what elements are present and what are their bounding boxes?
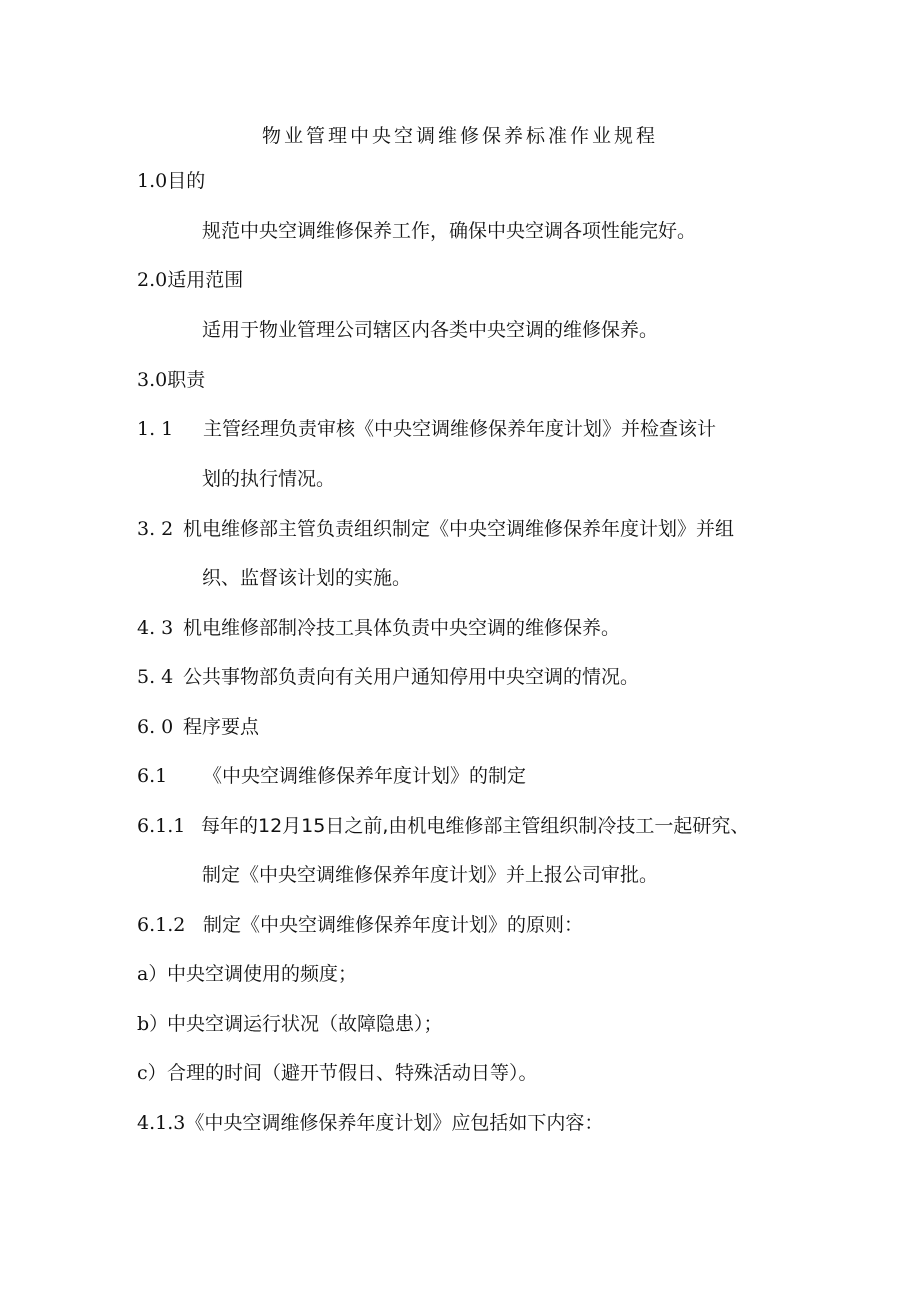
subsection-6-1 <box>137 764 526 788</box>
list-marker: a） <box>137 963 168 985</box>
item-number: 5. 4 <box>137 666 174 688</box>
item-4-3 <box>137 616 620 640</box>
section-heading-purpose <box>137 169 205 193</box>
item-text: 公共事物部负责向有关用户通知停用中央空调的情况。 <box>183 666 640 688</box>
section-heading-procedure <box>137 715 259 739</box>
principle-b <box>137 1012 443 1036</box>
item-text: 织、监督该计划的实施。 <box>202 567 412 589</box>
section-text: 程序要点 <box>183 716 260 738</box>
paragraph-purpose <box>202 219 696 243</box>
item-text: 主管经理负责审核《中央空调维修保养年度计划》并检查该计 <box>203 418 717 440</box>
item-1-1-continued <box>202 467 335 491</box>
list-text: 合理的时间（避开节假日、特殊活动日等）。 <box>167 1062 538 1084</box>
section-text: 职责 <box>167 369 206 391</box>
section-number: 3.0 <box>137 369 168 391</box>
document-title: 物业管理中央空调维修保养标准作业规程 <box>261 125 658 147</box>
item-text: 机电维修部制冷技工具体负责中央空调的维修保养。 <box>183 617 621 639</box>
list-text: 中央空调使用的频度； <box>167 963 358 985</box>
item-text: 机电维修部主管负责组织制定《中央空调维修保养年度计划》并组 <box>183 518 735 540</box>
section-number: 1.0 <box>137 170 168 192</box>
item-3-2 <box>137 517 734 541</box>
section-heading-scope <box>137 268 243 292</box>
section-number: 2.0 <box>137 269 168 291</box>
section-text: 目的 <box>167 170 206 192</box>
clause-number: 6.1.1 <box>137 815 186 837</box>
principle-c <box>137 1061 538 1085</box>
paragraph-text: 规范中央空调维修保养工作，确保中央空调各项性能完好。 <box>202 220 697 242</box>
item-3-2-continued <box>202 566 411 590</box>
clause-text: 制定《中央空调维修保养年度计划》的原则： <box>203 914 584 936</box>
clause-6-1-1 <box>137 814 749 838</box>
clause-6-1-1-continued <box>202 863 658 887</box>
item-number: 1. 1 <box>137 418 174 440</box>
section-number: 6. 0 <box>137 716 174 738</box>
list-marker: c） <box>137 1062 167 1084</box>
list-text: 中央空调运行状况（故障隐患）； <box>167 1013 443 1035</box>
list-marker: b） <box>137 1013 169 1035</box>
subsection-number: 6.1 <box>137 765 168 787</box>
item-1-1 <box>137 417 716 441</box>
item-text: 划的执行情况。 <box>202 468 336 490</box>
subsection-text: 《中央空调维修保养年度计划》的制定 <box>203 765 527 787</box>
clause-number: 4.1.3 <box>137 1112 186 1134</box>
clause-4-1-3 <box>137 1111 603 1135</box>
clause-text: 每年的12月15日之前,由机电维修部主管组织制冷技工一起研究、 <box>201 815 750 837</box>
principle-a <box>137 962 357 986</box>
paragraph-scope <box>202 318 658 342</box>
item-number: 3. 2 <box>137 518 174 540</box>
clause-6-1-2 <box>137 913 583 937</box>
section-heading-responsibility <box>137 368 205 392</box>
clause-text: 《中央空调维修保养年度计划》应包括如下内容： <box>185 1112 604 1134</box>
paragraph-text: 适用于物业管理公司辖区内各类中央空调的维修保养。 <box>202 319 659 341</box>
clause-number: 6.1.2 <box>137 914 186 936</box>
item-number: 4. 3 <box>137 617 174 639</box>
item-5-4 <box>137 665 639 689</box>
section-text: 适用范围 <box>167 269 244 291</box>
clause-text: 制定《中央空调维修保养年度计划》并上报公司审批。 <box>202 864 659 886</box>
